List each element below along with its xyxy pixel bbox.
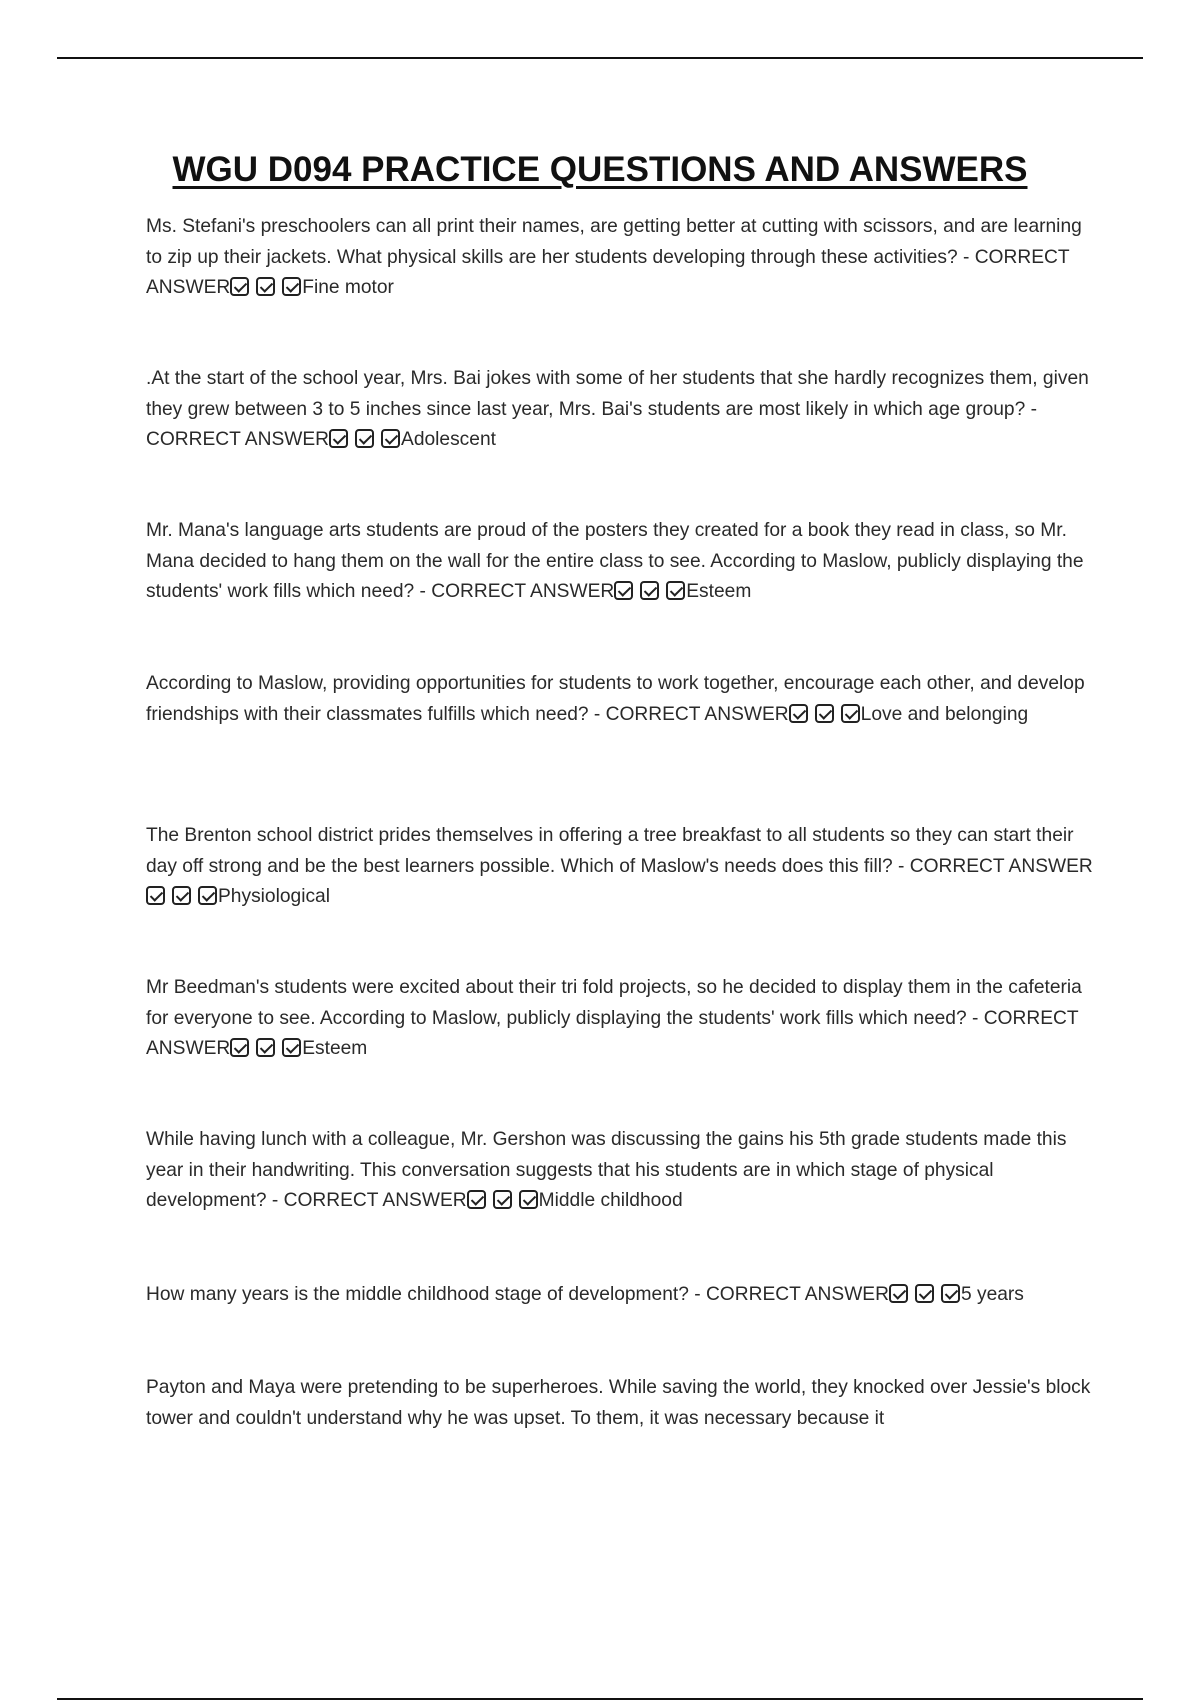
checkbox-checked-icon [172,886,191,905]
question-text: The Brenton school district prides themselves in offering a tree breakfast to all students so they can start their day off strong and be the best learners possible. Which of Maslow's needs does this fill? [146,825,1074,877]
checkbox-checked-icon [146,886,165,905]
page-title: WGU D094 PRACTICE QUESTIONS AND ANSWERS [172,150,1028,189]
answer-text: Physiological [218,886,330,907]
checkbox-checked-icon [915,1284,934,1303]
answer-prefix: - CORRECT ANSWER [146,398,1038,450]
check-marks [329,429,401,450]
answer-text: Esteem [686,581,752,602]
answer-text: 5 years [960,1284,1024,1305]
qa-item [146,669,1096,730]
qa-item [146,973,1096,1065]
answer-text: Middle childhood [538,1190,683,1211]
checkbox-checked-icon [467,1190,486,1209]
checkbox-checked-icon [614,581,633,600]
top-rule [57,57,1143,59]
question-text: According to Maslow, providing opportunities for students to work together, encourage each other, and develop friendships with their classmates fulfills which need? [146,673,1085,725]
question-text: Ms. Stefani's preschoolers can all print their names, are getting better at cutting with scissors, and are learning to zip up their jackets. What physical skills are her students developing through these activities? [146,216,1082,268]
checkbox-checked-icon [666,581,685,600]
check-marks [146,886,218,907]
checkbox-checked-icon [789,704,808,723]
qa-item [146,364,1096,456]
check-marks [230,277,302,298]
checkbox-checked-icon [889,1284,908,1303]
answer-text: Love and belonging [860,703,1029,725]
qa-item [146,212,1096,304]
answer-text: Adolescent [401,429,496,450]
check-marks [230,1038,302,1059]
question-text: How many years is the middle childhood stage of development? [146,1284,689,1305]
checkbox-checked-icon [355,429,374,448]
qa-item [146,821,1096,913]
checkbox-checked-icon [282,1038,301,1057]
checkbox-checked-icon [198,886,217,905]
answer-text: Fine motor [302,277,394,298]
check-marks [889,1284,961,1305]
checkbox-checked-icon [841,704,860,723]
checkbox-checked-icon [282,277,301,296]
qa-item [146,1125,1096,1217]
answer-prefix: - CORRECT ANSWER [898,855,1093,877]
checkbox-checked-icon [941,1284,960,1303]
checkbox-checked-icon [381,429,400,448]
answer-prefix: - CORRECT ANSWER [146,1007,1079,1059]
question-text: .At the start of the school year, Mrs. Bai jokes with some of her students that she hardly recognizes them, given they grew between 3 to 5 inches since last year, Mrs. Bai's students are most likely in which age group? [146,368,1089,420]
checkbox-checked-icon [230,277,249,296]
qa-item [146,516,1096,608]
check-marks [789,704,861,725]
answer-prefix: - CORRECT ANSWER [271,1190,467,1211]
answer-prefix: - CORRECT ANSWER [146,246,1070,298]
checkbox-checked-icon [519,1190,538,1209]
trailing-paragraph: Payton and Maya were pretending to be superheroes. While saving the world, they knocked over Jessie's block tower and couldn't understand why he was upset. To them, it was necessary because it [146,1377,1091,1429]
answer-prefix: - CORRECT ANSWER [694,1284,889,1305]
qa-item [146,1280,1096,1311]
answer-prefix: - CORRECT ANSWER [593,703,789,725]
checkbox-checked-icon [256,277,275,296]
checkbox-checked-icon [640,581,659,600]
checkbox-checked-icon [256,1038,275,1057]
answer-prefix: - CORRECT ANSWER [419,581,615,602]
check-marks [467,1190,539,1211]
question-text: Mr. Mana's language arts students are proud of the posters they created for a book they read in class, so Mr. Mana decided to hang them on the wall for the entire class to see. According to Maslow, publicly displaying the students' work fills which need? [146,520,1084,602]
checkbox-checked-icon [493,1190,512,1209]
checkbox-checked-icon [815,704,834,723]
question-text: Mr Beedman's students were excited about their tri fold projects, so he decided to display them in the cafeteria for everyone to see. According to Maslow, publicly displaying the students' work fills which need? [146,977,1082,1029]
question-text: While having lunch with a colleague, Mr. Gershon was discussing the gains his 5th grade students made this year in their handwriting. This conversation suggests that his students are in which stage of physical development? [146,1129,1067,1211]
checkbox-checked-icon [329,429,348,448]
checkbox-checked-icon [230,1038,249,1057]
answer-text: Esteem [302,1038,368,1059]
check-marks [614,581,686,602]
